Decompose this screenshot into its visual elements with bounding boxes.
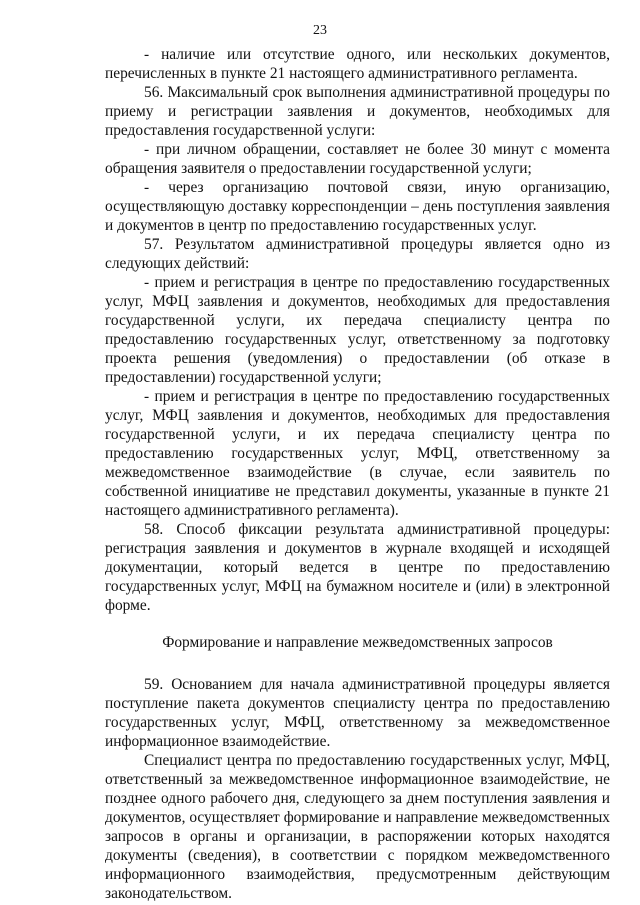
paragraph-specialist-requests: Специалист центра по предоставлению государственных услуг, МФЦ, ответственный за межведомственное информационное взаимодействие, не позднее одного рабочего дня, следующего за днем поступления заявления и документов, осуществляет формирование и направление межведомственных запросов в органы и организации, в распоряжении которых находятся документы (сведения), в соответствии с порядком межведомственного информационного взаимодействия, предусмотренным действующим законодательством. <box>105 752 610 902</box>
paragraph-58-recording-method: 58. Способ фиксации результата административной процедуры: регистрация заявления и документов в журнале входящей и исходящей документации, который ведется в центре по предоставлению государственных услуг, МФЦ на бумажном носителе и (или) в электронной форме. <box>105 521 610 614</box>
paragraph-59-basis: 59. Основанием для начала административной процедуры является поступление пакета документов специалисту центра по предоставлению государственных услуг, МФЦ, ответственному за межведомственное информационное взаимодействие. <box>105 676 610 750</box>
paragraph-56-max-duration: 56. Максимальный срок выполнения административной процедуры по приему и регистрации заявления и документов, необходимых для предоставления государственной услуги: <box>105 84 610 139</box>
document-body <box>105 45 610 903</box>
paragraph-result-option-1: - прием и регистрация в центре по предоставлению государственных услуг, МФЦ заявления и документов, необходимых для предоставления государственной услуги, их передача специалисту центра по предоставлению государственных услуг, ответственному за подготовку проекта решения (уведомления) о предоставлении (об отказе в предоставлении) государственной услуги; <box>105 274 610 386</box>
page-number: 23 <box>313 23 327 38</box>
section-heading: Формирование и направление межведомственных запросов <box>162 634 553 651</box>
paragraph-57-result: 57. Результатом административной процедуры является одно из следующих действий: <box>105 236 610 272</box>
paragraph-personal-visit: - при личном обращении, составляет не более 30 минут с момента обращения заявителя о предоставлении государственной услуги; <box>105 141 610 177</box>
paragraph-result-option-2: - прием и регистрация в центре по предоставлению государственных услуг, МФЦ заявления и документов, необходимых для предоставления государственной услуги, и их передача специалисту центра по предоставлению государственных услуг, МФЦ, ответственному за межведомственное взаимодействие (в случае, если заявитель по собственной инициативе не представил документы, указанные в пункте 21 настоящего административного регламента). <box>105 388 610 519</box>
paragraph-presence-of-documents: - наличие или отсутствие одного, или нескольких документов, перечисленных в пункте 21 настоящего административного регламента. <box>105 46 610 82</box>
paragraph-postal-delivery: - через организацию почтовой связи, иную организацию, осуществляющую доставку корреспонденции – день поступления заявления и документов в центр по предоставлению государственных услуг. <box>105 179 610 234</box>
